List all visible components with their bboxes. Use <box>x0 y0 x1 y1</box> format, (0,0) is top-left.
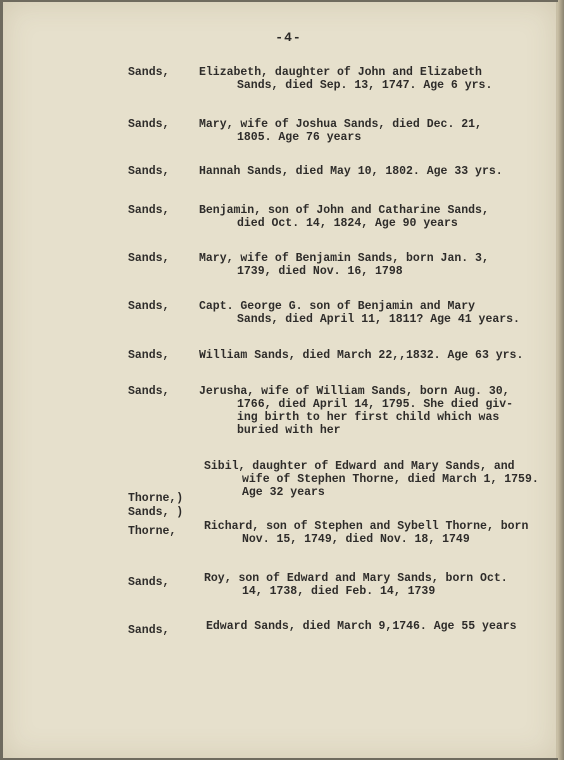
entry-text: Roy, son of Edward and Mary Sands, born Oct. 14, 1738, died Feb. 14, 1739 <box>204 572 508 598</box>
entry-text: Mary, wife of Joshua Sands, died Dec. 21, 1805. Age 76 years <box>199 118 482 144</box>
entry-surname: Sands, <box>128 165 170 178</box>
entry-surname: Sands, <box>128 204 170 217</box>
entry-surname: Sands, <box>128 624 170 637</box>
entry-surname: Sands, <box>128 300 170 313</box>
entry-text: Capt. George G. son of Benjamin and Mary Sands, died April 11, 1811? Age 41 years. <box>199 300 520 326</box>
entry-text: Edward Sands, died March 9,1746. Age 55 years <box>206 620 517 633</box>
entry-text: Jerusha, wife of William Sands, born Aug. 30, 1766, died April 14, 1795. She died giv- ing birth to her first child which was buried with her <box>199 385 514 437</box>
entry-surname: Sands, <box>128 576 170 589</box>
entry-surname: Thorne,) Sands, ) <box>128 492 184 519</box>
entry-text: Benjamin, son of John and Catharine Sands, died Oct. 14, 1824, Age 90 years <box>199 204 489 230</box>
entry-surname: Sands, <box>128 252 170 265</box>
entry-surname: Thorne, <box>128 525 177 538</box>
document-page <box>3 2 558 758</box>
entry-text: Richard, son of Stephen and Sybell Thorne, born Nov. 15, 1749, died Nov. 18, 1749 <box>204 520 529 546</box>
entry-text: Elizabeth, daughter of John and Elizabeth Sands, died Sep. 13, 1747. Age 6 yrs. <box>199 66 493 92</box>
entry-text: Sibil, daughter of Edward and Mary Sands, and wife of Stephen Thorne, died March 1, 1759. Age 32 years <box>204 460 539 499</box>
book-spine <box>558 0 564 760</box>
entry-text: William Sands, died March 22,,1832. Age 63 yrs. <box>199 349 524 362</box>
entry-text: Hannah Sands, died May 10, 1802. Age 33 yrs. <box>199 165 503 178</box>
entry-surname: Sands, <box>128 349 170 362</box>
entry-surname: Sands, <box>128 66 170 79</box>
entry-text: Mary, wife of Benjamin Sands, born Jan. 3, 1739, died Nov. 16, 1798 <box>199 252 489 278</box>
entry-surname: Sands, <box>128 118 170 131</box>
entry-surname: Sands, <box>128 385 170 398</box>
page-number: -4- <box>275 30 302 45</box>
